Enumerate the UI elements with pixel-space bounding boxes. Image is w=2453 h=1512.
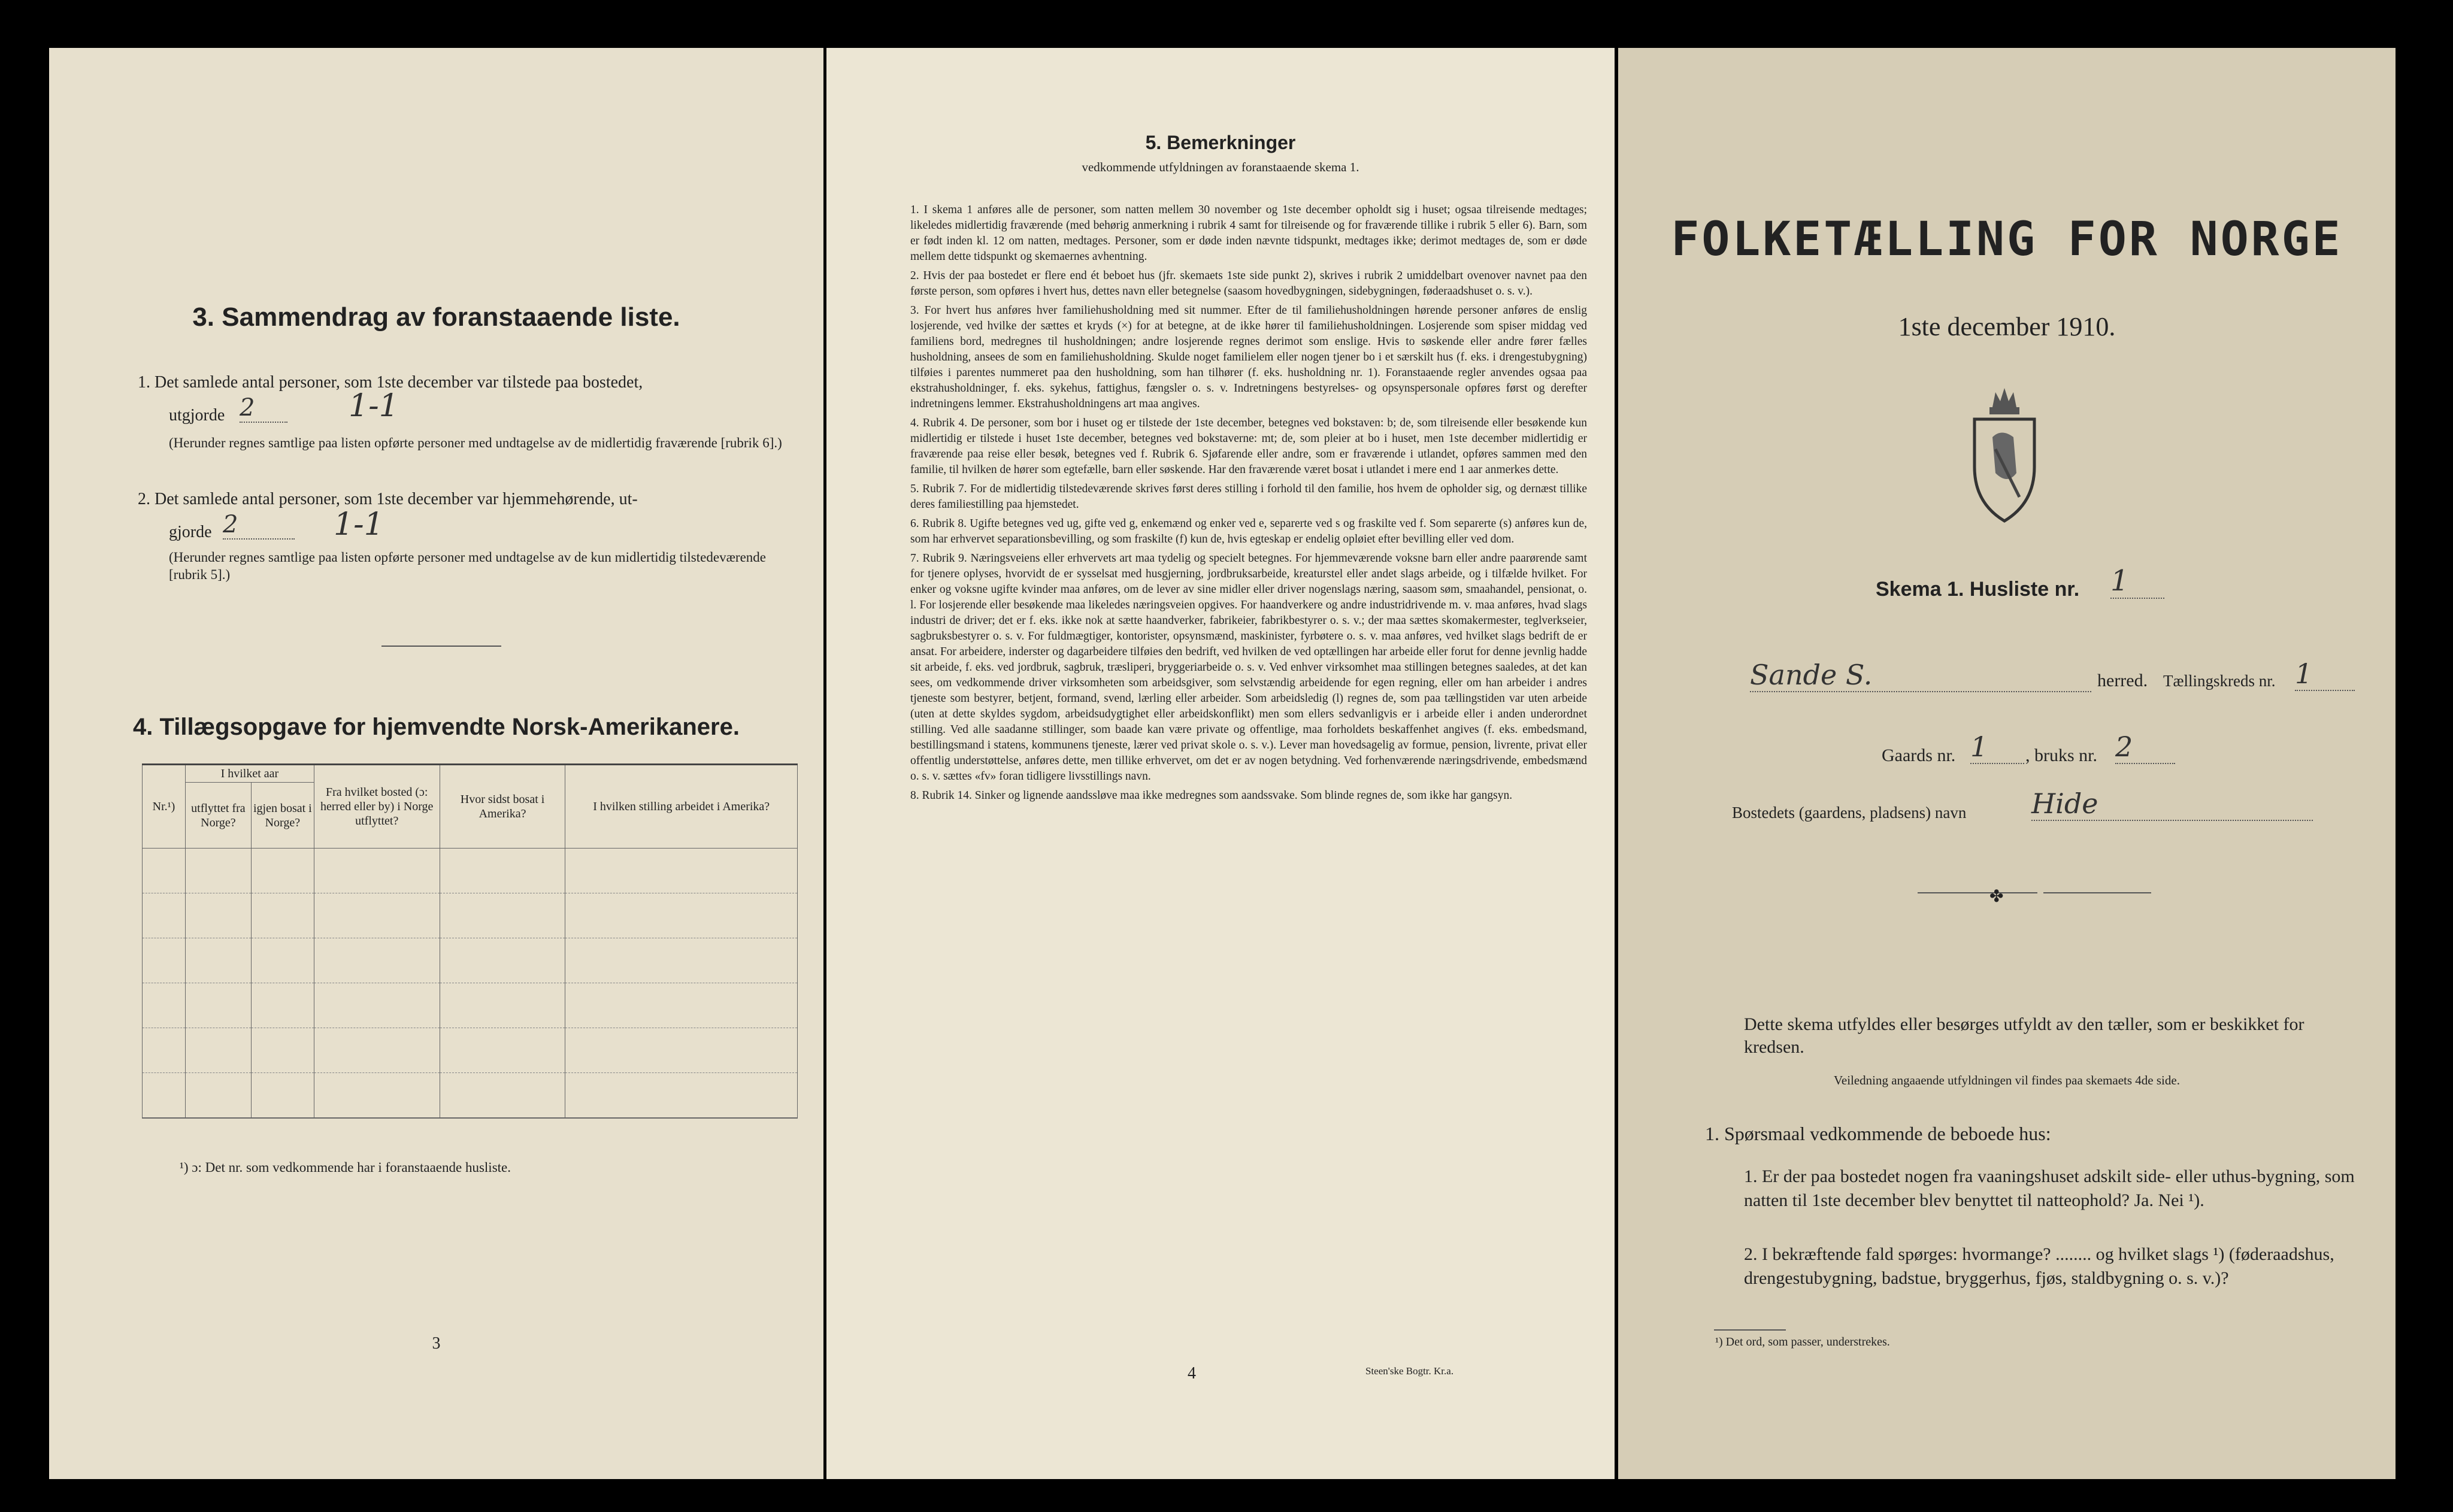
remark-3: 3. For hvert hus anføres hver familiehusholdning med sit nummer. Efter de til familiehusholdningen hørende personer anføres de enslig losjerende, ved hvilke der sættes et kryds (×) for at betegne, at de ikke hører til familiehusholdningen. Losjerende som spiser middag ved familiens bord, medregnes til husholdningen; andre losjerende regnes derimot som enslige. Hvis to søskende eller andre fører fælles husholdning, ansees de som en familiehusholdning. Skulde noget familielem eller nogen tjener bo i et særskilt hus (f. eks. i drengestubygning) tilføies i parentes nummeret paa den husholdning, som han tilhører (f. eks. husholdning nr. 1). Foranstaaende regler anvendes ogsaa paa ekstrahusholdninger, f. eks. sykehus, fattighus, fængsler o. s. v. Indretningens bestyrelses- og opsynspersonale opføres først og derefter indretningens lemmer. Ekstrahusholdningens art maa angives. (910, 304, 1587, 410)
item2-handwritten-mark: 1-1 (334, 507, 384, 543)
divider (1918, 892, 2037, 893)
col-emigrated: utflyttet fra Norge? (185, 783, 251, 849)
question1-title: 1. Spørsmaal vedkommende de beboede hus: (1705, 1123, 2051, 1144)
table-row (143, 1028, 798, 1073)
remarks-subtitle: vedkommende utfyldningen av foranstaaende skema 1. (1082, 160, 1359, 174)
section3-item2-label: gjorde (169, 523, 212, 541)
col-position: I hvilken stilling arbeidet i Amerika? (565, 765, 798, 849)
gaards-field[interactable]: 1 (1970, 731, 2024, 764)
section4-footnote: ¹) ɔ: Det nr. som vedkommende har i foranstaaende husliste. (180, 1160, 511, 1175)
table-row (143, 983, 798, 1028)
guidance-text: Veiledning angaaende utfyldningen vil findes paa skemaets 4de side. (1834, 1073, 2180, 1087)
bruks-field[interactable]: 2 (2115, 731, 2175, 764)
section3-item2-note: (Herunder regnes samtlige paa listen opførte personer med undtagelse av de kun midlertidig tilstedeværende [rubrik 5].) (169, 550, 766, 582)
table-row (143, 1073, 798, 1119)
husliste-nr-field[interactable]: 1 (2110, 564, 2164, 599)
instruction-text: Dette skema utfyldes eller besørges utfyldt av den tæller, som er beskikket for kredsen. (1744, 1014, 2304, 1057)
item1-value-field[interactable]: 2 (240, 394, 287, 423)
page-3-summary (49, 48, 823, 1479)
page-number: 4 (1188, 1364, 1196, 1383)
bosted-field[interactable]: Hide (2031, 787, 2313, 821)
footnote-rule (1714, 1329, 1786, 1331)
section3-item1-label: utgjorde (169, 406, 225, 425)
kreds-label: Tællingskreds nr. (2163, 672, 2276, 690)
remark-1: 1. I skema 1 anføres alle de personer, som natten mellem 30 november og 1ste december opholdt sig i huset; ogsaa tilreisende medtages; likeledes midlertidig fraværende (med behørig anmerkning i rubrik 4 samt for tilreisende og for fraværende tillike i rubrik 5 eller 6). Barn, som er født inden kl. 12 om natten, medtages. Personer, som er døde inden nævnte tidspunkt, medtages ikke; derimot medtages de, som er døde mellem dette tidspunkt og skemaernes avhentning. (910, 204, 1587, 263)
col-nr: Nr.¹) (143, 765, 186, 849)
census-date: 1ste december 1910. (1898, 312, 2116, 341)
cover-footnote: ¹) Det ord, som passer, understrekes. (1715, 1335, 1890, 1349)
printer-imprint: Steen'ske Bogtr. Kr.a. (1365, 1365, 1454, 1377)
herred-field[interactable]: Sande S. (1750, 659, 2091, 692)
bosted-label: Bostedets (gaardens, pladsens) navn (1732, 804, 1967, 822)
kreds-field[interactable]: 1 (2295, 657, 2355, 691)
table-row (143, 938, 798, 983)
divider (2043, 892, 2151, 893)
question1-1: 1. Er der paa bostedet nogen fra vaaningshuset adskilt side- eller uthus-bygning, som natten til 1ste december blev benyttet til natteophold? Ja. Nei ¹). (1744, 1166, 2355, 1210)
remark-7: 7. Rubrik 9. Næringsveiens eller erhvervets art maa tydelig og specielt betegnes. For hjemmeværende voksne barn eller andre paarørende samt for tjenere oplyses, hvorvidt de er sysselsat med husgjerning, jordbruksarbeide, kreaturstel eller andet slags arbeide, og i tilfælde hvilket. For enker og voksne ugifte kvinder maa anføres, om de lever av sine midler eller driver nogenslags næring, saasom søm, smaahandel, pensionat, o. l. For losjerende eller besøkende maa likeledes næringsveien opgives. For haandverkere og andre industridrivende m. v. maa anføres, hvad slags industri de driver; det er f. eks. ikke nok at sætte haandverker, fabrikeier, fabrikbestyrer o. s. v.; der maa sættes skomakermester, teglverkseier, sagbruksbestyrer o. s. v. For fuldmægtiger, kontorister, opsynsmænd, maskinister, fyrbøtere o. s. v. maa anføres, ved hvilket slags bedrift de er ansat. For arbeidere, inderster og dagarbeidere tilføies den bedrift, ved hvilken de ved optællingen har arbeide eller forut for denne jevnlig hadde sit arbeide, f. eks. ved jordbruk, sagbruk, træsliperi, bryggeriarbeide o. s. v. Ved enhver virksomhet maa stillingen betegnes saaledes, at det kan sees, om vedkommende driver virksomheten som arbeidsgiver, som selvstændig arbeidende for egen regning, eller om han arbeider i andres tjeneste som bestyrer, betjent, formand, svend, lærling eller arbeider. Som arbeidsledig (l) regnes de, som paa tællingstiden var uten arbeide (uten at dette skyldes sygdom, arbeidsudygtighet eller arbeidskonflikt) men som ellers sedvanligvis er i arbeide eller i anden underordnet stilling. Ved alle saadanne stillinger, som baade kan være private og offentlige, maa forholdets beskaffenhet angives (f. eks. embedsmand, bestillingsmand i statens, kommunens tjeneste, lærer ved privat skole o. s. v.). Lever man hovedsagelig av formue, pension, livrente, privat eller offentlig understøttelse, anføres dette, men tillike erhvervet, om det er av nogen betydning. Ved forhenværende næringsdrivende, embedsmænd o. s. v. sættes «fv» foran tidligere livsstillings navn. (910, 552, 1587, 783)
divider (381, 646, 501, 647)
remarks-list (910, 202, 1587, 807)
page-4-remarks (826, 48, 1615, 1479)
ornament-icon: ✤ (1989, 887, 2004, 906)
item2-value-field[interactable]: 2 (223, 511, 295, 540)
bruks-label: , bruks nr. (2025, 746, 2097, 765)
remarks-title: 5. Bemerkninger (1145, 132, 1296, 153)
remark-5: 5. Rubrik 7. For de midlertidig tilstedeværende skrives først deres stilling i forhold til den familie, hos hvem de opholder sig, og dernæst tillike deres familiestilling paa hjemstedet. (910, 483, 1587, 511)
norsk-amerikanere-table (142, 763, 798, 1119)
col-last-lived: Hvor sidst bosat i Amerika? (440, 765, 565, 849)
section3-title: 3. Sammendrag av foranstaaende liste. (192, 302, 680, 332)
skema-label: Skema 1. Husliste nr. (1876, 578, 2080, 601)
norway-coat-of-arms-icon (1960, 383, 2049, 527)
gaards-label: Gaards nr. (1882, 746, 1956, 765)
remark-8: 8. Rubrik 14. Sinker og lignende aandssløve maa ikke medregnes som aandssvake. Som blinde regnes de, som ikke har gangsyn. (910, 789, 1513, 802)
section3-item1-text: 1. Det samlede antal personer, som 1ste december var tilstede paa bostedet, (138, 373, 643, 392)
table-row (143, 849, 798, 893)
section3-item1-note: (Herunder regnes samtlige paa listen opførte personer med undtagelse av de midlertidig fraværende [rubrik 6].) (169, 435, 782, 450)
remark-6: 6. Rubrik 8. Ugifte betegnes ved ug, gifte ved g, enkemænd og enker ved e, separerte ved s og fraskilte ved f. Som separerte (s) anføres kun de, som har erhvervet separationsbevilling, og som fraskilte (f) kun de, hvis egteskap er endelig opløiet efter bevilling eller ved dom. (910, 517, 1587, 546)
page-number: 3 (432, 1334, 441, 1353)
remark-2: 2. Hvis der paa bostedet er flere end ét beboet hus (jfr. skemaets 1ste side punkt 2), skrives i rubrik 2 umiddelbart ovenover navnet paa den første person, som opføres i hvert hus, dettes navn eller betegnelse (saasom hovedbygningen, sidebygningen, føderaadshuset o. s. v.). (910, 269, 1587, 298)
item1-handwritten-mark: 1-1 (349, 388, 399, 424)
table-row (143, 893, 798, 938)
section3-item2-text: 2. Det samlede antal personer, som 1ste december var hjemmehørende, ut- (138, 490, 638, 508)
remark-4: 4. Rubrik 4. De personer, som bor i huset og er tilstede der 1ste december, betegnes ved bokstaven: b; de, som tilreisende eller besøkende kun midlertidig er tilstede i huset 1ste december, betegnes ved bokstaverne: mt; de, som pleier at bo i huset, men 1ste december midlertidig er fraværende paa reise eller besøk, betegnes ved f. Rubrik 6. Sjøfarende eller andre, som er fraværende i utlandet, opføres sammen med den familie, til hvilken de hører som egtefælle, barn eller søskende. Har den fraværende været bosat i utlandet i mere end 1 aar anmerkes dette. (910, 417, 1587, 476)
census-title: FOLKETÆLLING FOR NORGE (1671, 213, 2343, 266)
question1-2: 2. I bekræftende fald spørges: hvormange? ........ og hvilket slags ¹) (føderaadshus, drengestubygning, badstue, bryggerhus, fjøs, staldbygning o. s. v.)? (1744, 1244, 2334, 1288)
col-returned: igjen bosat i Norge? (251, 783, 314, 849)
section4-title: 4. Tillægsopgave for hjemvendte Norsk-Amerikanere. (133, 714, 740, 740)
herred-label: herred. (2097, 671, 2148, 690)
col-from-where: Fra hvilket bosted (ɔ: herred eller by) i Norge utflyttet? (314, 765, 440, 849)
cover-page (1618, 48, 2396, 1479)
col-year-group: I hvilket aar (185, 765, 314, 783)
